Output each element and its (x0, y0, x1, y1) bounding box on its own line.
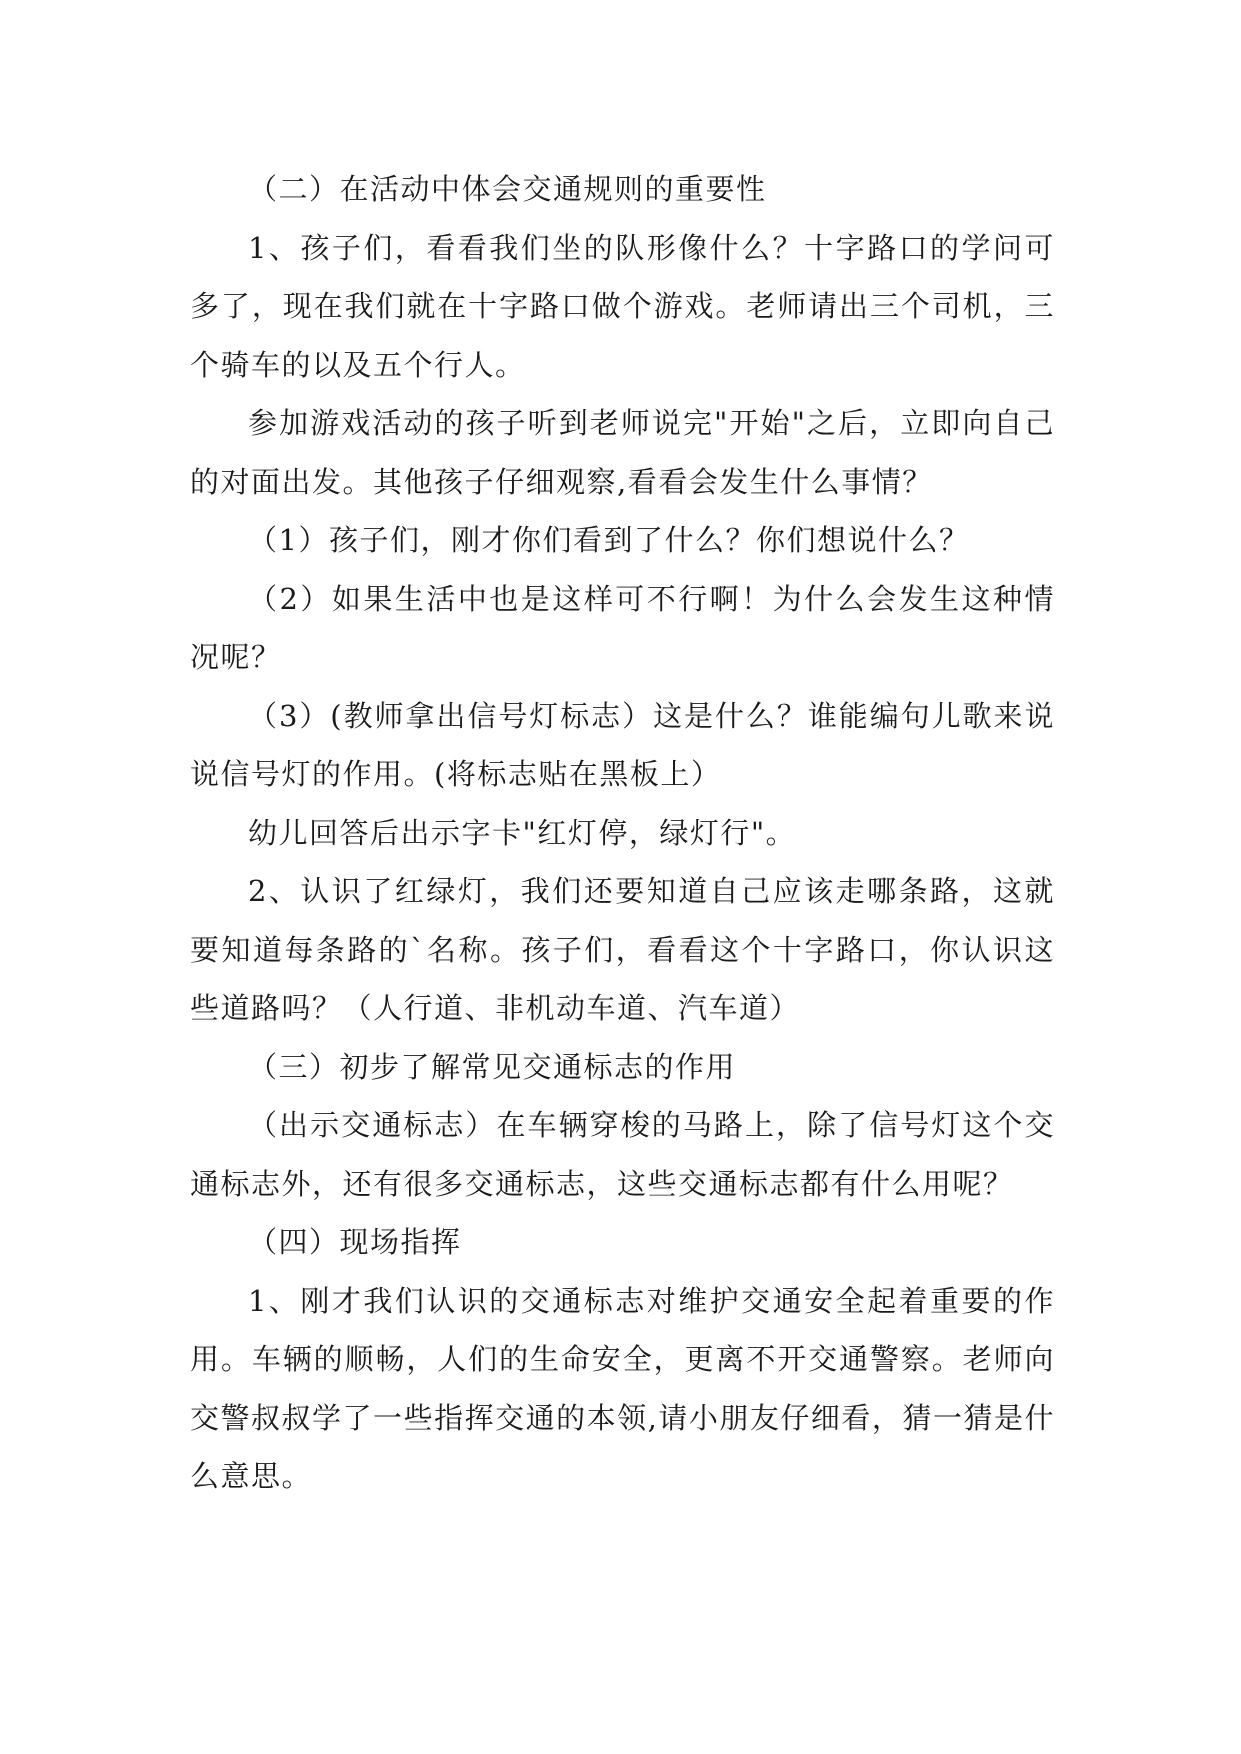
section-heading-3: （三）初步了解常见交通标志的作用 (248, 1049, 737, 1084)
paragraph: （出示交通标志）在车辆穿梭的马路上，除了信号灯这个交通标志外，还有很多交通标志，这些交通标志都有什么用呢？ (190, 1108, 1055, 1201)
document-body (190, 160, 1055, 1506)
paragraph: （3）(教师拿出信号灯标志）这是什么？谁能编句儿歌来说说信号灯的作用。(将标志贴在黑板上） (190, 698, 1055, 791)
paragraph: 1、刚才我们认识的交通标志对维护交通安全起着重要的作用。车辆的顺畅，人们的生命安全，更离不开交通警察。老师向交警叔叔学了一些指挥交通的本领,请小朋友仔细看，猜一猜是什么意思。 (190, 1283, 1055, 1493)
paragraph: 2、认识了红绿灯，我们还要知道自己应该走哪条路，这就要知道每条路的`名称。孩子们，看看这个十字路口，你认识这些道路吗？（人行道、非机动车道、汽车道） (190, 874, 1055, 1025)
paragraph: 幼儿回答后出示字卡"红灯停，绿灯行"。 (248, 815, 797, 850)
paragraph: 参加游戏活动的孩子听到老师说完"开始"之后，立即向自己的对面出发。其他孩子仔细观察,看看会发生什么事情？ (190, 406, 1055, 499)
section-heading-4: （四）现场指挥 (248, 1225, 462, 1259)
paragraph: （2）如果生活中也是这样可不行啊！为什么会发生这种情况呢？ (190, 581, 1055, 674)
paragraph: 1、孩子们，看看我们坐的队形像什么？十字路口的学问可多了，现在我们就在十字路口做个游戏。老师请出三个司机，三个骑车的以及五个行人。 (190, 230, 1055, 382)
paragraph: （1）孩子们，刚才你们看到了什么？你们想说什么？ (248, 523, 970, 557)
section-heading-2: （二）在活动中体会交通规则的重要性 (248, 172, 767, 206)
